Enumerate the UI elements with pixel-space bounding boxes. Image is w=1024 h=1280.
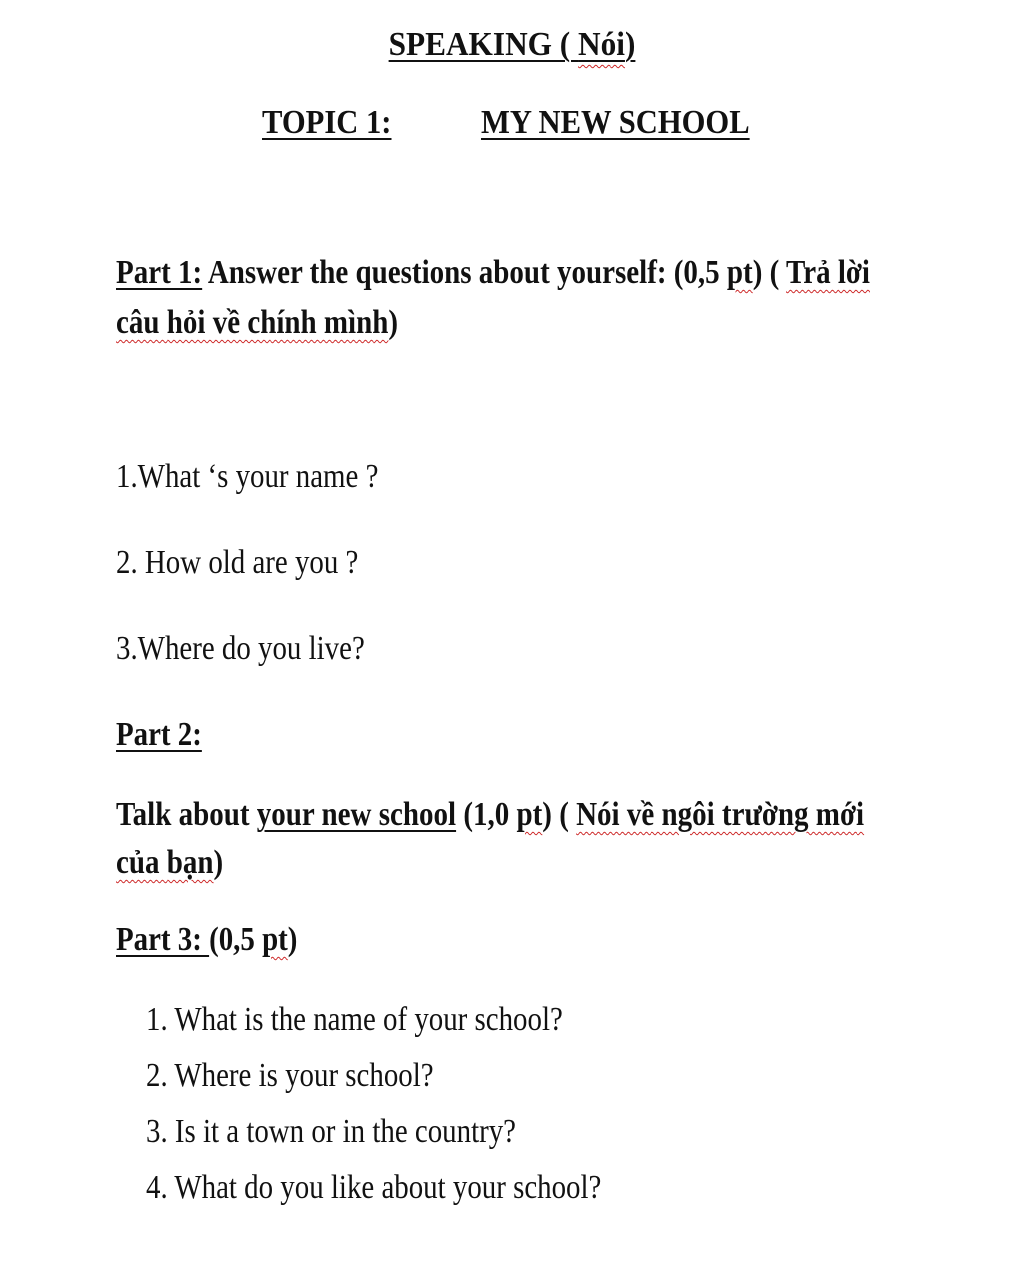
part3-score-open: (0,5: [209, 921, 263, 958]
part2-prompt-continued: [116, 846, 223, 880]
part3-close: ): [287, 921, 298, 958]
topic-label: TOPIC 1:: [262, 104, 392, 141]
part3-pt: pt: [262, 921, 288, 958]
part2-score-open: (1,0: [456, 796, 517, 833]
part1-question: 1.What ‘s your name ?: [116, 458, 379, 495]
part1-pt: pt: [726, 254, 753, 291]
part1-question: 2. How old are you ?: [116, 544, 359, 581]
document-title: [41, 28, 983, 62]
title-vietnamese-word: Nói: [578, 26, 625, 63]
title-prefix: SPEAKING (: [388, 26, 579, 63]
part2-pt: pt: [516, 796, 543, 833]
part2-text-before: Talk about: [116, 796, 257, 833]
topic-name: MY NEW SCHOOL: [481, 104, 750, 141]
part2-close: ): [213, 844, 224, 881]
part3-heading: [116, 923, 297, 957]
part1-label: Part 1:: [116, 254, 203, 291]
part2-underlined-phrase: your new school: [256, 796, 457, 833]
part1-vietnamese-line2: câu hỏi về chính mình: [116, 304, 389, 341]
part1-heading: [116, 256, 870, 290]
part3-question: 3. Is it a town or in the country?: [146, 1113, 517, 1150]
part1-instruction: Answer the questions about yourself: (0,5: [202, 254, 727, 291]
part1-vietnamese-line1: Trả lời: [786, 254, 870, 291]
part1-close: ): [388, 304, 399, 341]
part1-paren-open: ) (: [752, 254, 787, 291]
part2-vietnamese-line2: của bạn: [116, 844, 214, 881]
part2-paren-open: ) (: [542, 796, 577, 833]
part2-vietnamese-line1: Nói về ngôi trường mới: [576, 796, 865, 833]
part3-question: 4. What do you like about your school?: [146, 1169, 602, 1206]
part2-prompt: [116, 798, 864, 832]
part3-label: Part 3:: [116, 921, 210, 958]
part2-label: Part 2:: [116, 716, 202, 753]
part3-question: 2. Where is your school?: [146, 1057, 434, 1094]
part3-question: 1. What is the name of your school?: [146, 1001, 563, 1038]
part1-heading-continued: [116, 306, 398, 340]
part1-question: 3.Where do you live?: [116, 630, 365, 667]
title-suffix: ): [624, 26, 636, 63]
